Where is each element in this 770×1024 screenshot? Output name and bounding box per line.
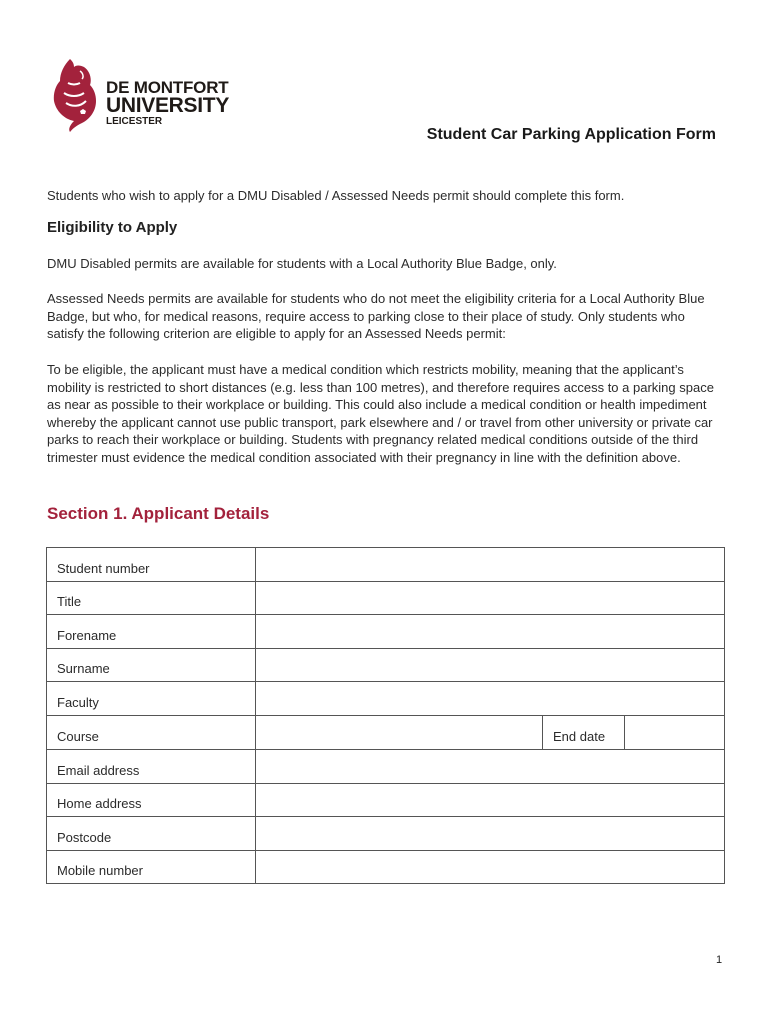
course-row-fields <box>256 715 725 750</box>
surname-field[interactable] <box>256 648 725 682</box>
table-row <box>47 750 725 784</box>
student-number-label: Student number <box>47 548 256 582</box>
mobile-label: Mobile number <box>47 850 256 884</box>
eligibility-paragraph-1: DMU Disabled permits are available for students with a Local Authority Blue Badge, only. <box>47 256 557 271</box>
intro-text: Students who wish to apply for a DMU Disabled / Assessed Needs permit should complete this form. <box>47 188 625 203</box>
logo-line-2: UNIVERSITY <box>106 94 230 117</box>
table-row <box>47 715 725 750</box>
end-date-label: End date <box>543 716 625 750</box>
form-title: Student Car Parking Application Form <box>426 126 716 143</box>
eligibility-paragraph-3: To be eligible, the applicant must have a medical condition which restricts mobility, meaning that the applicant’s mobility is restricted to short distances (e.g. less than 100 metres), and therefore requires access to a parking space as near as possible to their workplace or building. This could also include a medical condition or health impediment whereby the applicant cannot use public transport, park elsewhere and / or travel from other university or private car parks to reach their workplace or building. Students with pregnancy related medical conditions outside of the third trimester must evidence the medical condition associated with their pregnancy in line with the definition above. <box>47 362 714 465</box>
eligibility-paragraph-2: Assessed Needs permits are available for students who do not meet the eligibility criteria for a Local Authority Blue Badge, but who, for medical reasons, require access to parking close to their place of study. Only students who satisfy the following criterion are eligible to apply for an Assessed Needs permit: <box>47 291 705 342</box>
table-row <box>47 548 725 582</box>
dmu-lion-icon <box>50 55 102 133</box>
mobile-field[interactable] <box>256 850 725 884</box>
table-row <box>47 817 725 851</box>
postcode-label: Postcode <box>47 817 256 851</box>
student-number-field[interactable] <box>256 548 725 582</box>
end-date-field[interactable] <box>625 716 714 750</box>
table-row <box>47 615 725 649</box>
email-label: Email address <box>47 750 256 784</box>
table-row <box>47 850 725 884</box>
page-number: 1 <box>716 954 723 966</box>
surname-label: Surname <box>47 648 256 682</box>
section-1-heading: Section 1. Applicant Details <box>47 504 270 523</box>
table-row <box>47 783 725 817</box>
forename-field[interactable] <box>256 615 725 649</box>
title-label: Title <box>47 581 256 615</box>
table-row <box>47 648 725 682</box>
logo-line-3: LEICESTER <box>106 116 163 127</box>
postcode-field[interactable] <box>256 817 725 851</box>
course-label: Course <box>47 715 256 750</box>
eligibility-heading: Eligibility to Apply <box>47 219 178 236</box>
title-field[interactable] <box>256 581 725 615</box>
home-address-label: Home address <box>47 783 256 817</box>
email-field[interactable] <box>256 750 725 784</box>
applicant-details-table <box>46 547 725 884</box>
table-row <box>47 682 725 716</box>
faculty-label: Faculty <box>47 682 256 716</box>
course-field[interactable] <box>266 716 543 750</box>
forename-label: Forename <box>47 615 256 649</box>
logo-line-1: DE MONTFORT <box>106 78 229 97</box>
home-address-field[interactable] <box>256 783 725 817</box>
dmu-logo <box>50 55 250 135</box>
table-row <box>47 581 725 615</box>
faculty-field[interactable] <box>256 682 725 716</box>
